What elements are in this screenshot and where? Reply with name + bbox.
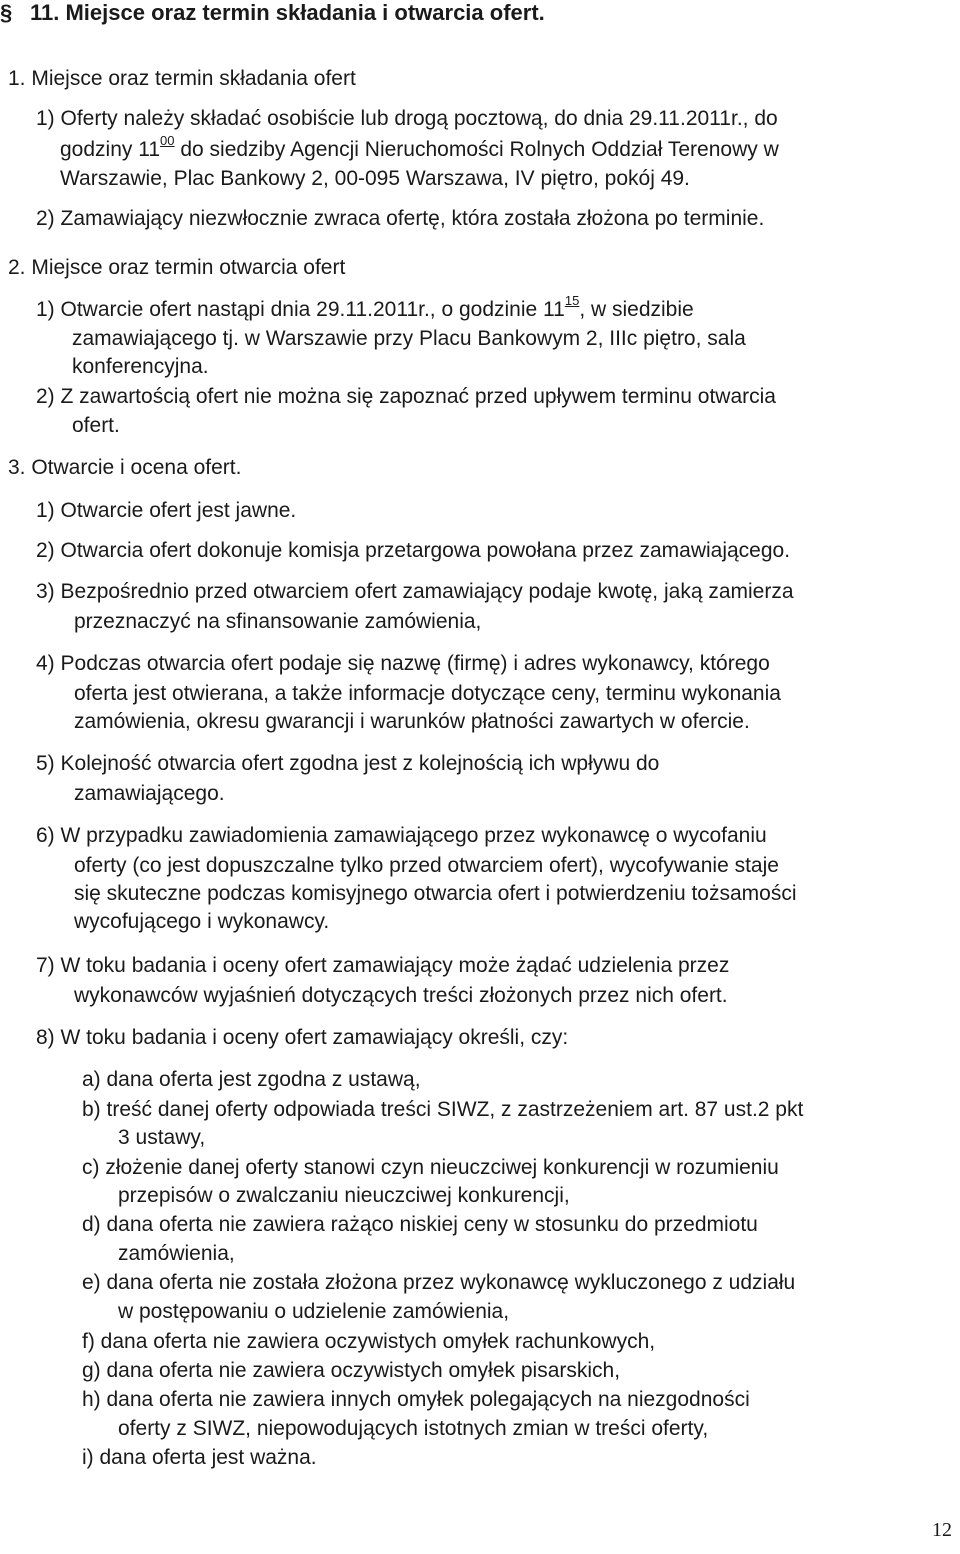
part3-item8: 8) W toku badania i oceny ofert zamawiający określi, czy: (36, 1026, 569, 1049)
part2-heading: 2. Miejsce oraz termin otwarcia ofert (8, 256, 346, 279)
part3-item5-line2: zamawiającego. (74, 782, 225, 805)
part2-item2-line1: 2) Z zawartością ofert nie można się zapoznać przed upływem terminu otwarcia (36, 385, 776, 408)
part1-item1-line2 (60, 133, 779, 164)
part3-item6-line4: wycofującego i wykonawcy. (74, 910, 330, 933)
part3-item4-line1: 4) Podczas otwarcia ofert podaje się nazwę (firmę) i adres wykonawcy, którego (36, 652, 770, 675)
part3-item3-line2: przeznaczyć na sfinansowanie zamówienia, (74, 610, 482, 633)
part1-item1-line1: 1) Oferty należy składać osobiście lub drogą pocztową, do dnia 29.11.2011r., do (36, 107, 778, 130)
part3-heading: 3. Otwarcie i ocena ofert. (8, 456, 242, 479)
part3-item4-line2: oferta jest otwierana, a także informacje dotyczące ceny, terminu wykonania (74, 682, 781, 705)
part1-item1-time-sup: 00 (160, 133, 175, 148)
sub-item-d-line2: zamówienia, (118, 1242, 235, 1265)
part1-item1-line2-b: do siedziby Agencji Nieruchomości Rolnych Oddział Terenowy w (174, 138, 779, 161)
sub-item-c-line1: c) złożenie danej oferty stanowi czyn nieuczciwej konkurencji w rozumieniu (82, 1156, 779, 1179)
part3-item1: 1) Otwarcie ofert jest jawne. (36, 499, 297, 522)
sub-item-i: i) dana oferta jest ważna. (82, 1446, 317, 1469)
sub-item-d-line1: d) dana oferta nie zawiera rażąco niskiej ceny w stosunku do przedmiotu (82, 1213, 758, 1236)
part3-item2: 2) Otwarcia ofert dokonuje komisja przetargowa powołana przez zamawiającego. (36, 539, 791, 562)
part2-item1-line1-a: 1) Otwarcie ofert nastąpi dnia 29.11.2011r., o godzinie 11 (36, 298, 565, 321)
section-title: 11. Miejsce oraz termin składania i otwarcia ofert. (30, 0, 545, 25)
part1-item1-line2-a: godziny 11 (60, 138, 161, 161)
sub-item-e-line1: e) dana oferta nie została złożona przez wykonawcę wykluczonego z udziału (82, 1271, 796, 1294)
sub-item-b-line1: b) treść danej oferty odpowiada treści SIWZ, z zastrzeżeniem art. 87 ust.2 pkt (82, 1098, 804, 1121)
part3-item3-line1: 3) Bezpośrednio przed otwarciem ofert zamawiający podaje kwotę, jaką zamierza (36, 580, 794, 603)
part3-item6-line3: się skuteczne podczas komisyjnego otwarcia ofert i potwierdzeniu tożsamości (74, 882, 797, 905)
section-symbol: § (0, 0, 13, 25)
part1-item2: 2) Zamawiający niezwłocznie zwraca ofertę, która została złożona po terminie. (36, 207, 765, 230)
part2-item1-time-sup: 15 (564, 293, 580, 308)
part2-item1-line2: zamawiającego tj. w Warszawie przy Placu Bankowym 2, IIIc piętro, sala (72, 327, 746, 350)
part2-item1-line1 (36, 293, 694, 324)
page-number: 12 (932, 1519, 952, 1541)
part3-item7-line2: wykonawców wyjaśnień dotyczących treści złożonych przez nich ofert. (74, 984, 728, 1007)
sub-item-e-line2: w postępowaniu o udzielenie zamówienia, (118, 1300, 510, 1323)
part2-item2-line2: ofert. (72, 414, 120, 437)
sub-item-h-line2: oferty z SIWZ, niepowodujących istotnych zmian w treści oferty, (118, 1417, 709, 1440)
part3-item5-line1: 5) Kolejność otwarcia ofert zgodna jest z kolejnością ich wpływu do (36, 752, 660, 775)
section-heading (0, 0, 545, 26)
sub-item-c-line2: przepisów o zwalczaniu nieuczciwej konkurencji, (118, 1184, 570, 1207)
part3-item6-line2: oferty (co jest dopuszczalne tylko przed otwarciem ofert), wycofywanie staje (74, 854, 779, 877)
sub-item-h-line1: h) dana oferta nie zawiera innych omyłek polegających na niezgodności (82, 1388, 750, 1411)
part2-item1-line3: konferencyjna. (72, 355, 209, 378)
part3-item4-line3: zamówienia, okresu gwarancji i warunków płatności zawartych w ofercie. (74, 710, 750, 733)
sub-item-a: a) dana oferta jest zgodna z ustawą, (82, 1068, 421, 1091)
sub-item-f: f) dana oferta nie zawiera oczywistych omyłek rachunkowych, (82, 1330, 656, 1353)
sub-item-b-line2: 3 ustawy, (118, 1126, 206, 1149)
part3-item7-line1: 7) W toku badania i oceny ofert zamawiający może żądać udzielenia przez (36, 954, 730, 977)
part3-item6-line1: 6) W przypadku zawiadomienia zamawiającego przez wykonawcę o wycofaniu (36, 824, 767, 847)
part2-item1-line1-b: , w siedzibie (579, 298, 694, 321)
sub-item-g: g) dana oferta nie zawiera oczywistych omyłek pisarskich, (82, 1359, 621, 1382)
part1-item1-line3: Warszawie, Plac Bankowy 2, 00-095 Warszawa, IV piętro, pokój 49. (60, 167, 690, 190)
part1-heading: 1. Miejsce oraz termin składania ofert (8, 67, 356, 90)
